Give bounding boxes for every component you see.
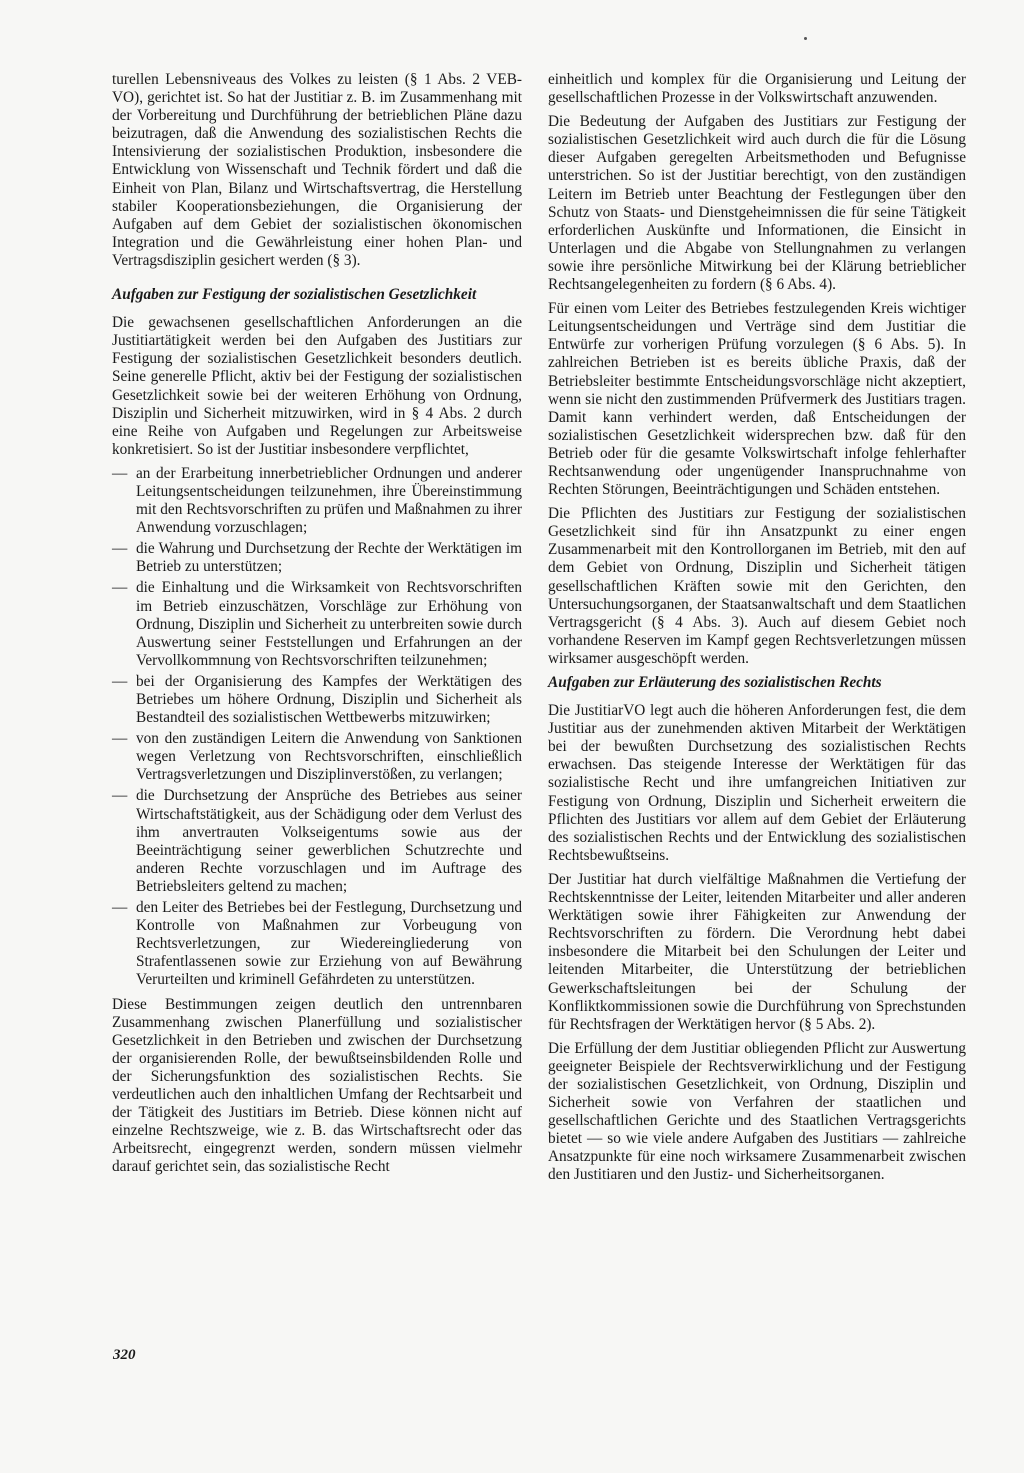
list-item: — die Einhaltung und die Wirksamkeit von Rechtsvorschriften im Betrieb einzuschätzen, Vorschläge zur Erhöhung von Ordnung, Disziplin und Sicherheit zu unterbreiten sowie durch Auswertung seiner Feststellungen und Erfahrungen an der Vervollkommnung von Rechtsvorschriften teilzunehmen; <box>112 579 522 669</box>
right-column <box>548 71 966 1191</box>
paragraph: Der Justitiar hat durch vielfältige Maßnahmen die Vertiefung der Rechtskenntnisse der Leiter, leitenden Mitarbeiter und aller anderen Werktätigen sowie ihrer Fähigkeiten zur Anwendung der Rechtsvorschriften zu fördern. Die Verordnung hebt dabei insbesondere die Mitarbeit bei den Schulungen der Leiter und leitenden Mitarbeiter, die Unterstützung der betrieblichen Gewerkschaftsleitungen bei der Schulung der Konfliktkommissionen sowie die Durchführung von Sprechstunden für Rechtsfragen der Werktätigen hervor (§ 5 Abs. 2). <box>548 870 966 1033</box>
paragraph: einheitlich und komplex für die Organisierung und Leitung der gesellschaftlichen Prozesse in der Volkswirtschaft anzuwenden. <box>548 71 966 107</box>
paragraph: Die Pflichten des Justitiars zur Festigung der sozialistischen Gesetzlichkeit sind für ihn Ansatzpunkt zu einer engen Zusammenarbeit mit den Kontrollorganen im Betrieb, mit den auf dem Gebiet von Ordnung, Disziplin und Sicherheit tätigen gesellschaftlichen Kräften sowie mit den Gerichten, den Untersuchungsorganen, der Staatsanwaltschaft und dem Staatlichen Vertragsgericht (§ 4 Abs. 3). Auch auf diesem Gebiet noch vorhandene Reserven im Kampf gegen Rechtsverletzungen müssen wirksamer ausgeschöpft werden. <box>548 505 966 667</box>
duty-list <box>112 465 522 990</box>
left-column <box>112 71 522 1182</box>
list-item: — den Leiter des Betriebes bei der Festlegung, Durchsetzung und Kontrolle von Maßnahmen zur Vorbeugung von Rechtsverletzungen, zur Wiedereingliederung von Strafentlassenen sowie zur Erziehung von auf Bewährung Verurteilten und kriminell Gefährdeten zu unterstützen. <box>112 899 522 989</box>
paragraph: Die Bedeutung der Aufgaben des Justitiars zur Festigung der sozialistischen Gesetzlichkeit wird auch durch die für die Lösung dieser Aufgaben geregelten Arbeitsmethoden und Befugnisse unterstrichen. So ist der Justitiar berechtigt, von den zuständigen Leitern im Betrieb unter Beachtung der Festlegungen über den Schutz von Staats- und Dienstgeheimnissen die für seine Tätigkeit erforderlichen Auskünfte und Informationen, die Einsicht in Unterlagen und die Abgabe von Stellungnahmen zu verlangen sowie ihre persönliche Mitwirkung bei der Klärung betrieblicher Rechtsangelegenheiten zu fordern (§ 6 Abs. 4). <box>548 113 966 294</box>
paragraph: turellen Lebensniveaus des Volkes zu leisten (§ 1 Abs. 2 VEB-VO), gerichtet ist. So hat der Justitiar z. B. im Zusammenhang mit der Vorbereitung und Durchführung der betrieblichen Pläne dazu beizutragen, daß die Anwendung des sozialistischen Rechts die Intensivierung der sozialistischen Produktion, insbesondere die Entwicklung von Wissenschaft und Technik fördert und daß die Einheit von Plan, Bilanz und Wirtschaftsvertrag, die Herstellung stabiler Kooperationsbeziehungen, die Organisierung der Aufgaben auf dem Gebiet der sozialistischen ökonomischen Integration und die Gewährleistung einer hohen Plan- und Vertragsdisziplin gesichert werden (§ 3). <box>112 71 522 269</box>
list-item: — die Wahrung und Durchsetzung der Rechte der Werktätigen im Betrieb zu unterstützen; <box>112 540 522 576</box>
list-item: — bei der Organisierung des Kampfes der Werktätigen des Betriebes um höhere Ordnung, Disziplin und Sicherheit als Bestandteil des sozialistischen Wettbewerbs mitzuwirken; <box>112 673 522 727</box>
list-item: — an der Erarbeitung innerbetrieblicher Ordnungen und anderer Leitungsentscheidungen teilzunehmen, ihre Übereinstimmung mit den Rechtsvorschriften zu prüfen und Maßnahmen zu ihrer Anwendung vorzuschlagen; <box>112 465 522 537</box>
section-heading: Aufgaben zur Erläuterung des sozialistischen Rechts <box>548 674 882 691</box>
page-number: 320 <box>113 1347 136 1363</box>
paragraph: Für einen vom Leiter des Betriebes festzulegenden Kreis wichtiger Leitungsentscheidungen und Verträge sind dem Justitiar die Entwürfe zur vorherigen Prüfung vorzulegen (§ 6 Abs. 5). In zahlreichen Betrieben ist es bereits übliche Praxis, daß der Betriebsleiter bestimmte Entscheidungsvorschläge nicht akzeptiert, wenn sie nicht den zustimmenden Prüfvermerk des Justitiars tragen. Damit kann verhindert werden, daß Entscheidungen der sozialistischen Gesetzlichkeit widersprechen bzw. daß für den Betrieb oder für die gesamte Volkswirtschaft infolge fehlerhafter Rechtsanwendung oder ungenügender Inanspruchnahme von Rechten Störungen, Beeinträchtigungen und Schäden entstehen. <box>548 300 966 499</box>
paragraph: Die Erfüllung der dem Justitiar obliegenden Pflicht zur Auswertung geeigneter Beispiele der Rechtsverwirklichung und der Festigung der sozialistischen Gesetzlichkeit, von Ordnung, Disziplin und Sicherheit sowie von Verfahren der staatlichen und gesellschaftlichen Gerichte und des Staatlichen Vertragsgerichts bietet — so wie viele andere Aufgaben des Justitiars — zahlreiche Ansatzpunkte für eine noch wirksamere Zusammenarbeit zwischen den Justitiaren und den Justiz- und Sicherheitsorganen. <box>548 1039 966 1184</box>
paragraph: Die JustitiarVO legt auch die höheren Anforderungen fest, die dem Justitiar aus der zunehmenden aktiven Mitarbeit der Werktätigen bei der bewußten Durchsetzung des sozialistischen Rechts erwachsen. Das steigende Interesse der Werktätigen für das sozialistische Recht und ihre umfangreichen Initiativen zur Festigung von Ordnung, Disziplin und Sicherheit erweitern die Pflichten des Justitiars vor allem auf dem Gebiet der Erläuterung des sozialistischen Rechts und der Entwicklung des sozialistischen Rechtsbewußtseins. <box>548 702 966 864</box>
paragraph: Die gewachsenen gesellschaftlichen Anforderungen an die Justitiartätigkeit werden bei den Aufgaben des Justitiars zur Festigung der sozialistischen Gesetzlichkeit besonders deutlich. Seine generelle Pflicht, aktiv bei der Festigung der sozialistischen Gesetzlichkeit sowie bei der weiteren Erhöhung von Ordnung, Disziplin und Sicherheit mitzuwirken, wird in § 4 Abs. 2 durch eine Reihe von Aufgaben und Regelungen zur Arbeitsweise konkretisiert. So ist der Justitiar insbesondere verpflichtet, <box>112 314 522 458</box>
section-heading: Aufgaben zur Festigung der sozialistischen Gesetzlichkeit <box>112 286 477 304</box>
paragraph: Diese Bestimmungen zeigen deutlich den untrennbaren Zusammenhang zwischen Planerfüllung und sozialistischer Gesetzlichkeit in den Betrieben und zwischen der Durchsetzung der organisierenden Rolle, der bewußtseinsbildenden Rolle und der Sicherungsfunktion des sozialistischen Rechts. Sie verdeutlichen auch den inhaltlichen Umfang der Rechtsarbeit und der Tätigkeit des Justitiars im Betrieb. Diese können nicht auf einzelne Rechtszweige, wie z. B. das Wirtschaftsrecht oder das Arbeitsrecht, eingegrenzt werden, sondern müssen vielmehr darauf gerichtet sein, das sozialistische Recht <box>112 995 522 1176</box>
list-item: — von den zuständigen Leitern die Anwendung von Sanktionen wegen Verletzung von Rechtsvorschriften, einschließlich Vertragsverletzungen und Disziplinverstößen, zu verlangen; <box>112 730 522 784</box>
list-item: — die Durchsetzung der Ansprüche des Betriebes aus seiner Wirtschaftstätigkeit, aus der Schädigung oder dem Verlust des ihm anvertrauten Volkseigentums sowie aus der Beeinträchtigung seiner gewerblichen Schutzrechte und anderen Rechte vorzuschlagen und im Auftrage des Betriebsleiters geltend zu machen; <box>112 787 522 896</box>
print-speck <box>804 37 807 40</box>
